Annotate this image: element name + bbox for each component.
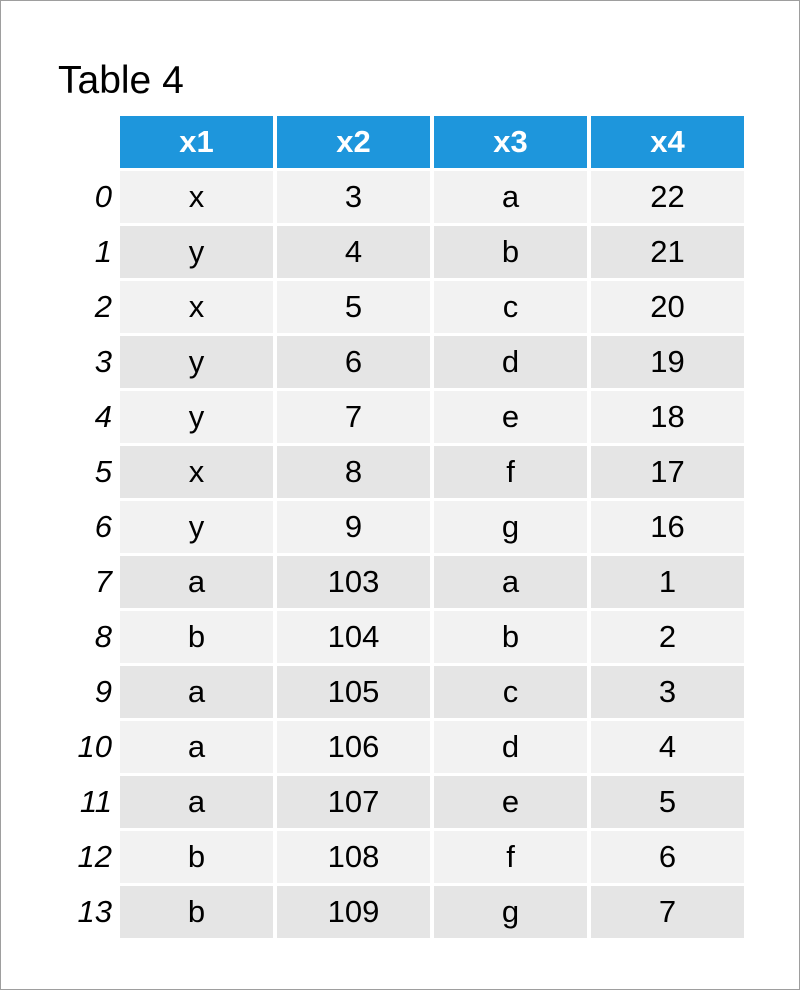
row-index: 0	[94, 179, 112, 214]
table-cell: a	[120, 556, 273, 608]
table-cell: 6	[591, 831, 744, 883]
table-cell: 17	[591, 446, 744, 498]
header-corner	[61, 116, 116, 168]
table-cell: 2	[591, 611, 744, 663]
table-cell: 8	[277, 446, 430, 498]
table-cell: 18	[591, 391, 744, 443]
table-cell: 4	[591, 721, 744, 773]
table-cell: 7	[277, 391, 430, 443]
row-index: 3	[94, 344, 112, 379]
table-cell: x	[120, 281, 273, 333]
row-index: 12	[77, 839, 112, 874]
table-cell: 106	[277, 721, 430, 773]
table-cell: y	[120, 226, 273, 278]
table-cell: 5	[277, 281, 430, 333]
table-cell: 3	[591, 666, 744, 718]
table-cell: 4	[277, 226, 430, 278]
table-cell: a	[434, 556, 587, 608]
table-cell: x	[120, 171, 273, 223]
column-header-x3: x3	[434, 116, 587, 168]
table-cell: 19	[591, 336, 744, 388]
table-cell: g	[434, 501, 587, 553]
table-cell: g	[434, 886, 587, 938]
row-index: 1	[94, 234, 112, 269]
table-cell: 7	[591, 886, 744, 938]
table-cell: e	[434, 776, 587, 828]
column-header-x1: x1	[120, 116, 273, 168]
table-cell: 104	[277, 611, 430, 663]
row-index: 7	[94, 564, 112, 599]
row-index: 4	[94, 399, 112, 434]
table-cell: c	[434, 281, 587, 333]
table-cell: b	[120, 831, 273, 883]
table-cell: 9	[277, 501, 430, 553]
table-cell: 108	[277, 831, 430, 883]
row-index: 8	[94, 619, 112, 654]
table-cell: y	[120, 501, 273, 553]
row-index: 10	[77, 729, 112, 764]
column-header-x2: x2	[277, 116, 430, 168]
table-cell: 107	[277, 776, 430, 828]
table-cell: a	[434, 171, 587, 223]
table-cell: 103	[277, 556, 430, 608]
row-index: 6	[94, 509, 112, 544]
table-cell: f	[434, 446, 587, 498]
row-index: 5	[94, 454, 112, 489]
table-cell: b	[434, 226, 587, 278]
table-cell: a	[120, 776, 273, 828]
table-cell: x	[120, 446, 273, 498]
row-index: 13	[77, 894, 112, 929]
table-cell: 3	[277, 171, 430, 223]
table-cell: d	[434, 336, 587, 388]
table-cell: e	[434, 391, 587, 443]
table-cell: y	[120, 336, 273, 388]
table-cell: c	[434, 666, 587, 718]
table-cell: 21	[591, 226, 744, 278]
table-cell: b	[434, 611, 587, 663]
table-title: Table 4	[58, 59, 184, 102]
table-cell: 16	[591, 501, 744, 553]
table-cell: a	[120, 721, 273, 773]
table-cell: f	[434, 831, 587, 883]
data-table	[61, 116, 744, 938]
table-cell: 105	[277, 666, 430, 718]
table-cell: 6	[277, 336, 430, 388]
table-cell: 109	[277, 886, 430, 938]
table-cell: 20	[591, 281, 744, 333]
table-cell: b	[120, 611, 273, 663]
table-cell: y	[120, 391, 273, 443]
column-header-x4: x4	[591, 116, 744, 168]
table-cell: b	[120, 886, 273, 938]
table-cell: a	[120, 666, 273, 718]
row-index: 2	[94, 289, 112, 324]
table-cell: 22	[591, 171, 744, 223]
table-cell: d	[434, 721, 587, 773]
row-index: 11	[79, 784, 112, 819]
table-cell: 5	[591, 776, 744, 828]
row-index: 9	[94, 674, 112, 709]
table-cell: 1	[591, 556, 744, 608]
